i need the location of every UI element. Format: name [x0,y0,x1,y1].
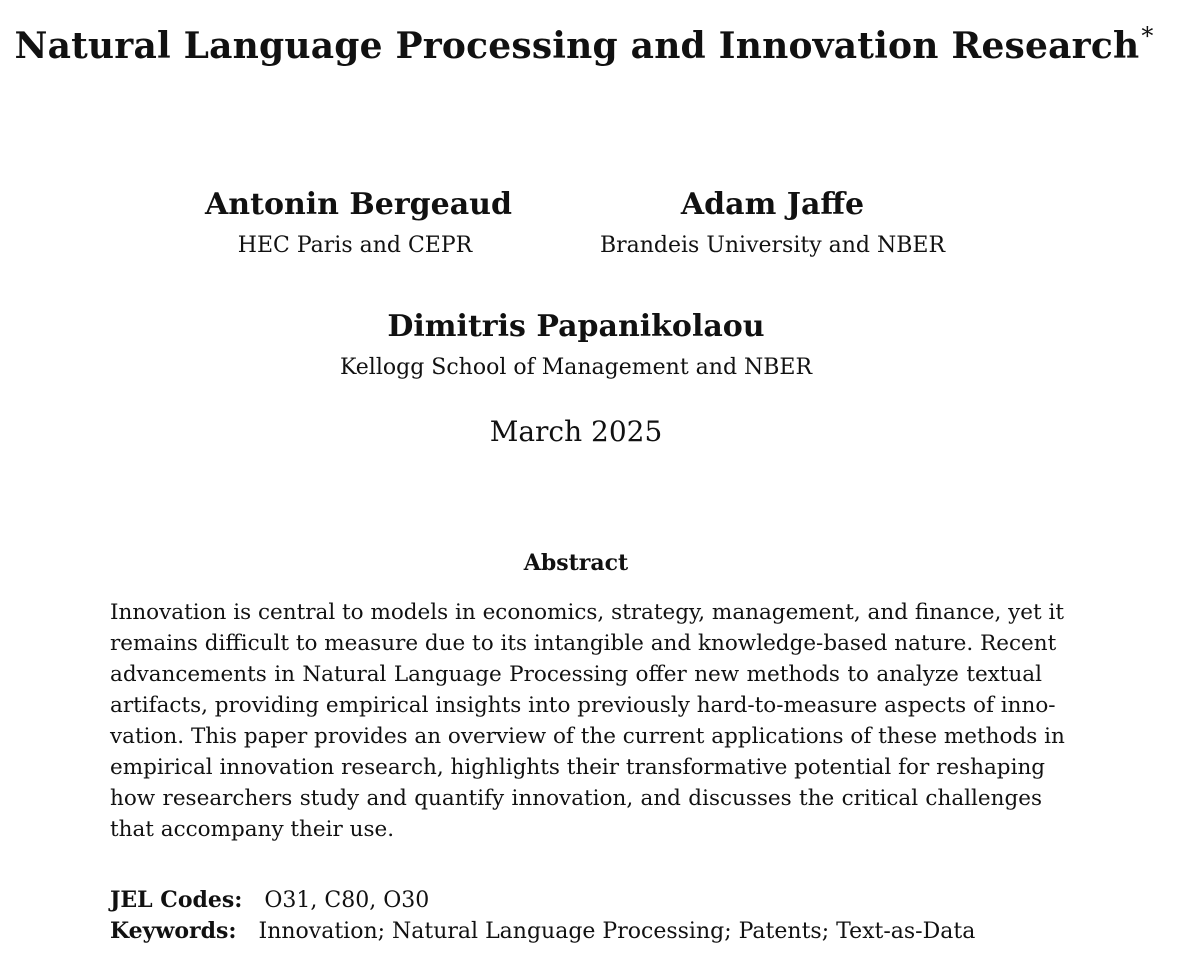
abstract-line: Innovation is central to models in economics, strategy, management, and finance, yet it [110,600,1064,625]
author-affiliation: Brandeis University and NBER [599,233,946,258]
paper-title [0,22,1168,67]
author-affiliation: Kellogg School of Management and NBER [339,355,813,380]
author-affiliation: HEC Paris and CEPR [237,233,473,258]
keywords [110,918,975,944]
author-block [575,188,970,260]
publication-date: March 2025 [489,415,663,448]
abstract-body [110,597,1065,845]
abstract-line: that accompany their use. [110,817,395,842]
author-block [205,187,512,260]
jel-value: O31, C80, O30 [264,888,430,913]
keywords-label: Keywords: [110,918,237,944]
abstract-line: how researchers study and quantify innovation, and discusses the critical challenges [110,786,1042,811]
keywords-value: Innovation; Natural Language Processing; Patents; Text-as-Data [258,919,976,944]
jel-codes [110,887,429,913]
jel-label: JEL Codes: [110,887,243,913]
abstract-line: artifacts, providing empirical insights into previously hard-to-measure aspects of inno- [110,693,1056,718]
abstract-line: vation. This paper provides an overview of the current applications of these methods in [110,724,1065,749]
title-text: Natural Language Processing and Innovation Research [14,25,1140,67]
author-name: Adam Jaffe [680,187,865,222]
author-name: Dimitris Papanikolaou [387,309,765,344]
abstract-line: empirical innovation research, highlights their transformative potential for reshaping [110,755,1046,780]
abstract-heading: Abstract [523,550,629,576]
author-name: Antonin Bergeaud [205,187,512,222]
author-block [300,310,852,382]
abstract-line: advancements in Natural Language Processing offer new methods to analyze textual [110,662,1042,687]
title-footnote-mark[interactable]: * [1141,22,1154,50]
abstract-line: remains difficult to measure due to its intangible and knowledge-based nature. Recent [110,631,1057,656]
